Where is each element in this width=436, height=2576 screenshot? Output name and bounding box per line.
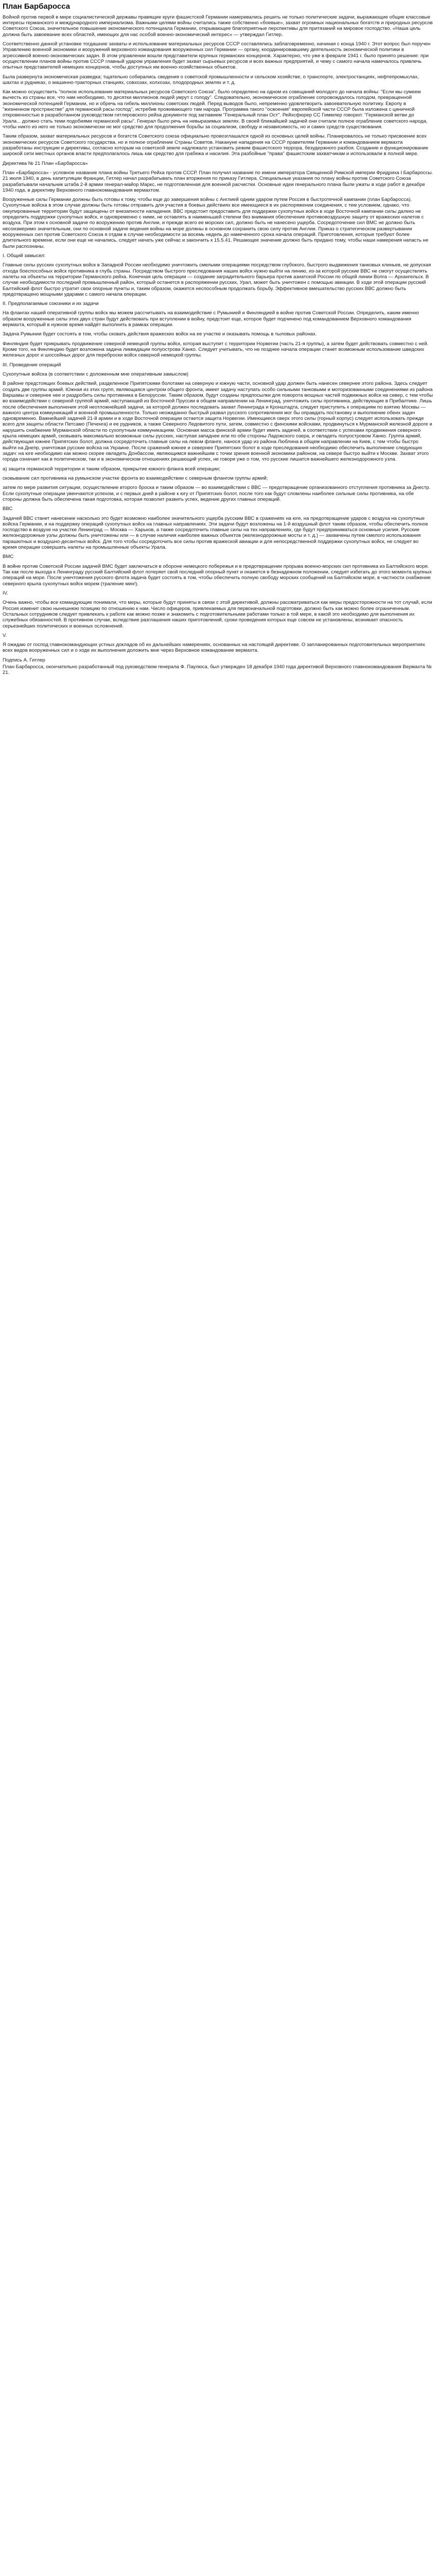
paragraph: В районе предстоящих боевых действий, разделенное Припятскими болотами на северную и южную части, основной удар должен быть нанесен севернее этого района. Здесь следует создать две группы армий. Южная из этих групп, являющаяся центром общего фронта, имеет задачу наступать особо сильными танковыми и моторизованными соединениями из района Варшавы и севернее нее и раздробить силы противника в Белоруссии. Таким образом, будут созданы предпосылки для поворота мощных частей подвижных войск на север, с тем чтобы во взаимодействии с северной группой армий, наступающей из Восточной Пруссии в общем направлении на Ленинград, уничтожить силы противника, действующие в Прибалтике. Лишь после обеспечения выполнения этой неотложнейшей задачи, за которой должен последовать захват Ленинграда и Кронштадта, следует приступить к операциям по взятию Москвы — важного центра коммуникаций и военной промышленности. Только неожиданно быстрый развал русского сопротивления мог бы оправдать постановку и выполнение обеих задач одновременно. Важнейшей задачей 21-й армии и в ходе Восточной операции остается защита Норвегии. Имеющиеся сверх этого силы (горный корпус) следует использовать прежде всего для защиты области Петсамо (Печенга) и ее рудников, а также Северного Ледовитого пути, затем, совместно с финскими войсками, продвинуться к Мурманской железной дороге и нарушить снабжение Мурманской области по сухопутным коммуникациям. Основная масса финской армии будет иметь задачей, в соответствии с успехами продвижения северного крыла немецких армий, сковывать максимально возможные силы русских, наступая западнее или по обе стороны Ладожского озера, и овладеть полуостровом Ханко. Группа армий, действующая южнее Припятских болот, должна сосредоточить главные силы на левом фланге, нанося удар из района Люблина в общем направлении на Киев, с тем чтобы быстро выйти на Днепр, уничтожая русские войска на Украине. После сражений южнее и севернее Припятских болот в ходе преследования необходимо обеспечить выполнение следующих задач: на юге необходимо как можно скорее овладеть Донбассом, являющимся важнейшим с точки зрения военной экономики районом, на севере быстро выйти к Москве. Захват этого города означает как в политическом, так и в экономическом отношениях решающий успех, не говоря уже о том, что русские лишатся важнейшего железнодорожного узла. [3,381,433,463]
paragraph: Была развернута экономическая разведка; тщательно собирались сведения о советской промышленности и сельском хозяйстве, о транспорте, электростанциях, нефтепромыслах, шахтах и рудниках, о машинно-тракторных станциях, совхозах, колхозах, плодородных землях и т. д. [3,74,419,86]
paragraph: Соответственно данной установке тогдашние захваты и использование материальных ресурсов СССР составлялись заблаговременно, начиная с конца 1940 г. Этот вопрос был поручен Управлению военной экономики и вооружений верховного командования вооруженных сил Германии — органу, координировавшему деятельность экономической политики в агрессивной военно-экономических задач. В этом управлении вошли представители крупных германских концернов. Характерно, что уже в феврале 1941 г. было принято решение: при осуществлении планов войны против СССР главный ударом управления будет захват сырьевых ресурсов и всех важных предприятий, и чему с самого начала намечалось привлечь опытных представителей немецких концернов, чтобы доступных им военно-хозяйственных объектов. [3,41,431,71]
signature-block [3,657,433,676]
paragraph: Как можно осуществить "полное использование материальных ресурсов Советского Союза", было определено на одном из совещаний молодого до начала войны: "Если мы сумеем вычесть из страны все, что нам необходимо, то десятки миллионов людей умрут с голоду". Следовательно, экономическое ограбление сопровождалось голодом, превращенной экономической потенцией Германии, но и обречь на гибель миллионы советских людей. Перед выводов было, непременно удовлетворить завоевательную политику. Европу в "жизненном пространстве" для германской расы господ", истребив проживающего там народа. Программа такого "освоения" европейской части СССР была изложена с циничной откровенностью в разработанном руководством гитлеровского рейха документе под заглавием "Генеральный план Ост". Рейхсфюрер СС Гиммлер говорил: "Германской ветви до Урала... должно стать теми подобиями германской расы". Генерал было речь на невыразимых землях. В своей ближайшей задачей они считали полное ограбление советского народа, чтобы никто из него не только экономически не мог средство для продолжения борьбы за социализм, свободу и независимость, но и самих средств существования. [3,89,428,130]
paragraph: Финляндия будет прикрывать продвижение северной немецкой группы войск, которая выступит с территории Норвегии (часть 21-я группы), а затем будет действовать совместно с ней. Кроме того, на Финляндию будет возложена задача ликвидации полуострова Ханко. Следует учитывать, что не позднее начала операции станет возможным использование шведских железных дорог и шоссейных дорог для переброски войск северной немецкой группы. [3,341,429,359]
paragraph: На флангах нашей оперативной группы войск мы можем рассчитывать на взаимодействие с Румынией и Финляндией в войне против Советской России. Определить, каким именно образом вооруженные силы этих двух стран будут действовать при вступлении в войну, предстоит еще, которое будет подчинено под командованием Верховного командования вермахта, который в нужное время найдёт выполнить в рамках операции. [3,310,419,328]
paragraph: Сухопутные войска (в соответствии с доложенным мне оперативным замыслом) [3,371,188,377]
paragraph: ВВС [3,506,13,512]
paragraph: В войне против Советской России задачей ВМС будет заключаться в обороне немецкого побережья и в предотвращении прорыва военно-морских сил противника из Балтийского моря. Так как после выхода к Ленинграду русский Балтийский флот потеряет свой последний опорный пункт и окажется в безнадежном положении, следует избегать до этого момента крупных операций на море. После уничтожения русского флота задача будет состоять в том, чтобы обеспечить полную свободу морских сообщений на Балтийском море, в частности снабжение северного крыла сухопутных войск морем (траление мин!). [3,563,432,587]
paragraph: сковывание сил противника на румынском участке фронта во взаимодействии с северным флангом группы армий; [3,475,268,481]
paragraph: II. Предполагаемые союзники и их задачи [3,301,99,307]
paragraph: Войной против первой в мире социалистической державы правящие круги фашистской Германии намеревались решить не только политические задачи, выражающие общие классовые интересы германского и международного империализма. Важными целями войны считались также собственно «боевые», захват огромных национальных богатств и природных ресурсов Советского Союза, значительное повышение экономического потенциала Германии, открывающее благоприятные перспективы для притязаний на мировое господство. «Наша цель должна быть завоевание всех областей, имеющих для нас особой военно-экономический интерес» — утверждал Гитлер. [3,14,433,38]
paragraph: Я ожидаю от господ главнокомандующих устных докладов об их дальнейших намерениях, основанных на настоящей директиве. О запланированных подготовительных мероприятиях всех видов вооруженных сил и о ходе их выполнения доложить мне через Верховное командование вермахта. [3,642,425,654]
page-title: План Барбаросса [3,2,71,11]
paragraph: ВМС [3,554,14,560]
paragraph: I. Общий замысел: [3,252,46,259]
paragraph: Очень важно, чтобы все командующие понимали, что меры, которые будут приняты в связи с этой директивой, должны рассматриваться как меры предосторожности на тот случай, если Россия изменит свою нынешнюю позицию по отношению к нам. Число офицеров, привлекаемых для первоначальной подготовки, должно быть как можно более ограниченным. Остальных сотрудников следует привлекать к работе как можно позже и знакомить с подготовительными работами только в той мере, в какой это необходимо для выполнения их служебных обязанностей. В противном случае, вследствие разглашения наших приготовлений, сроки проведения которых еще совсем не установлены, возникает опасность серьезнейших политических и военных осложнений. [3,600,432,629]
paragraph: Задачей ВВС станет нанесение насколько это будет возможно наиболее значительного ущерба русским ВВС в сражениях на юге, на предотвращение ударов с воздуха на сухопутные войска Германии, и на поддержку операций сухопутных войск на главных направлениях. Эти задачи будут возложены на 1-й воздушный флот таким образом, чтобы обеспечить полное господство в воздухе на участке Ленинград — Москва — Харьков, а также сосредоточить главные силы на тех направлениях, где будут предприниматься основные усилия. Русские железнодорожные узлы должны быть уничтожены или — в случае наличия наиболее важных объектов (железнодорожные мосты и т. д.) — захвачены путем смелого использования парашютных и воздушно-десантных войск. Для того чтобы сосредоточить все силы против вражеской авиации и для непосредственной поддержки сухопутных войск, не следует во время операции совершать налеты на промышленные объекты Урала. [3,515,428,551]
paragraph: а) защита германской территории и таким образом, прикрытие южного фланга всей операции; [3,466,220,472]
paragraph: Таким образом, захват материальных ресурсов и богатств Советского союза официально провозглашался одной из основных целей войны. Планировалось не только присвоение всех экономических ресурсов Советского государства, но и полное ограбление Страны Советов. Накануне нападения на СССР правителям Германии и командованием вермахта разработаны инструкции и директивы, согласно которым на советской земле надлежало установить режим фашистского террора, безудержного разбоя. Создание и функционирование широкой сети местных органов власти предполагалось лишь как средство для грабежа и насилия. Эта разбойные "права" фашистским захватчикам и использовали в полной мере. [3,133,429,157]
paragraph: III. Проведение операций [3,362,61,368]
paragraph: затем по мере развития ситуации, осуществление второго броска и таким образом — во взаимодействии с ВВС — предотвращение организованного отступления противника за Днестр. Если сухопутные операции увенчаются успехом, и с первых дней в районе к югу от Припятских болот, после того как будут сломлены наиболее сильные силы противника, на обе стороны должна быть обеспечена такая подготовка, которая позволит развить успех, ведение других главных операций. [3,485,431,502]
paragraph: Главные силы русских сухопутных войск в Западной России необходимо уничтожить смелыми операциями посредством глубокого, быстрого выдвижения танковых клиньев, не допуская отхода боеспособных войск противника в глубь страны. Посредством быстрого преследования наших войск нужно выйти на линию, из-за которой русские ВВС не смогут осуществлять налеты на объекты на территории Германского рейха. Конечная цель операции — создание заградительного барьера против азиатской России по общей линии Волга — Архангельск. В случае необходимости последний промышленный район, который останется в распоряжении русских, Урал, может быть уничтожен с помощью авиации. В ходе этой операции русский Балтийский флот быстро утратит свои опорные пункты и, таким образом, окажется неспособным продолжать борьбу. Эффективное вмешательство русских ВВС должно быть предотвращено мощными ударами с самого начала операции. [3,262,431,297]
paragraph: Вооруженные силы Германии должны быть готовы к тому, чтобы еще до завершения войны с Англией одним ударом путем Россия в быстротечной кампании (план Барбаросса). Сухопутные войска в этом случае должны быть готовы отправить для участия в боевых действиях все имеющиеся в их распоряжении соединения, с тем условием, однако, что оккупированные территории будут защищены от внезапности нападения. ВВС предстоит предоставить для поддержки сухопутных войск в ходе Восточной кампании силы далеко не определить поддержки сухопутных войск, и одновременно с ними, не оставлять в наименьшей степени без внимания обеспечение противовоздушную защиту от вражеских налетов с воздуха. При этом к основной задаче по вооружению против Англии, и прежде всего ее морских сил, должно быть не нанесено ущерба. Сосредоточение сил ВМС не должно быть несоизмеримо значительным, они по основной задаче ведения войны на море должны в основном сохранить свою силу против Англии. Приказ о стратегическом развертывании вооруженных сил против Советского Союза я отдам в случае необходимости за восемь недель до намеченного срока начала операций. Приготовления, которые требуют более длительного времени, если они еще не начались, следует начать уже сейчас и закончить к 15.5.41. Решающее значение должно быть придано тому, чтобы наши намерения напасть не были распознаны. [3,197,429,249]
paragraph: План «Барбаросса» - условное название плана войны Третьего Рейха против СССР. План получил название по имени императора Священной Римской империи Фридриха I Барбароссы. 21 июля 1940, в день капитуляции Франции, Гитлер начал разрабатывать план вторжения по приказу Гитлера. Специальные указания по плану войны против Советского Союза разрабатывали начальник штаба 2-й армии генерал-майор Маркс, не подготовленная для военной расчистки. Основные идеи генерального плана были ужаты в ходе работ в декабре 1940 года, в директиву Верховного главнокомандования вермахтом. [3,170,433,193]
signature-line: Подпись А. Гитлер [3,657,45,663]
signature-note: План Барбаросса, окончательно разработанный под руководством генерала Ф. Паулюса, был утвержден 18 декабря 1940 года директивой Верховного главнокомандования Вермахта № 21. [3,664,432,676]
paragraph: V. [3,632,7,638]
paragraph: Директива № 21 План «Барбаросса» [3,160,88,166]
document-page [0,0,436,682]
paragraph: IV. [3,590,8,596]
paragraph: Задача Румынии будет состоять в том, чтобы сковать действия вражеских войск на ее участке и оказывать помощь в тыловых районах. [3,331,317,337]
article-body [3,14,433,654]
